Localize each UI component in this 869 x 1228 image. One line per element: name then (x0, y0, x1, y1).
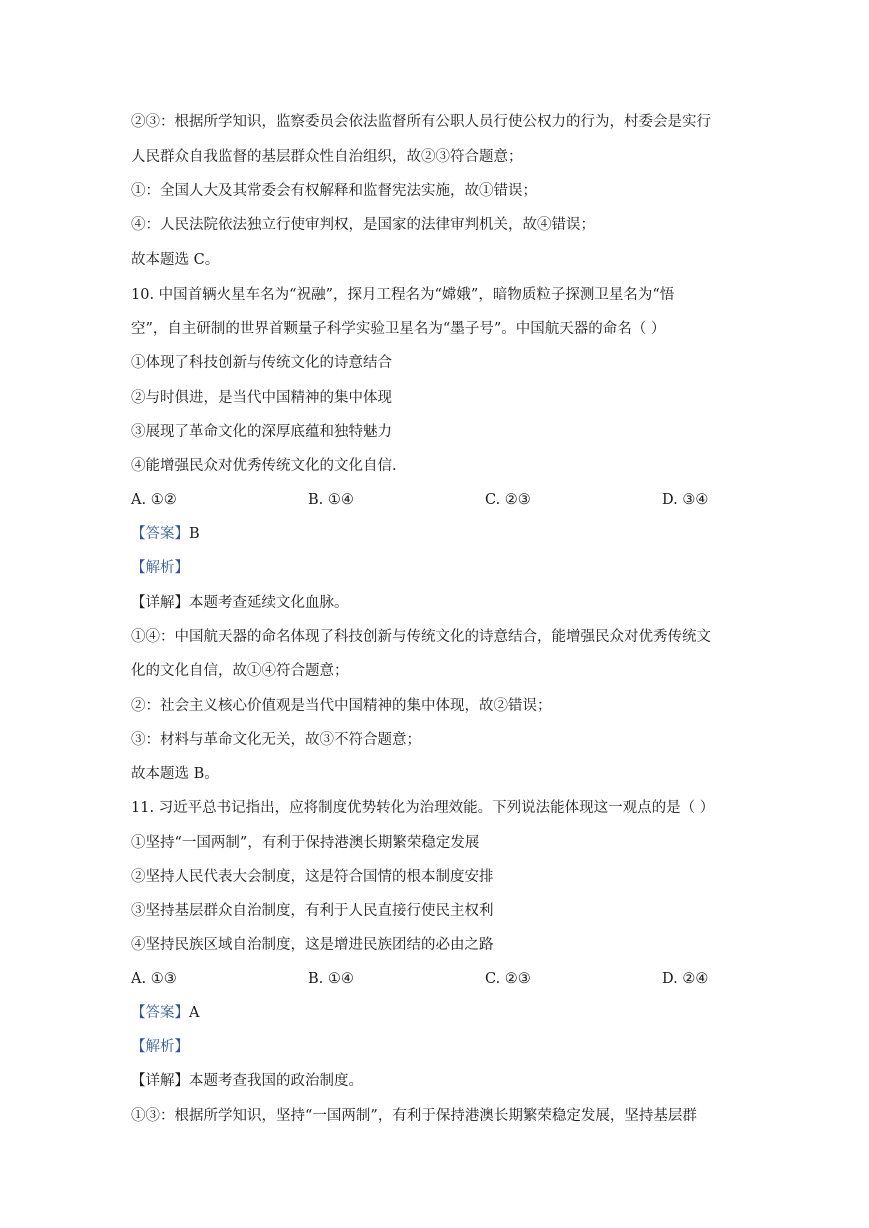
option-b: B. ①④ (308, 492, 354, 508)
explanation-line: ①③：根据所学知识，坚持“一国两制”，有利于保持港澳长期繁荣稳定发展，坚持基层群 (131, 1108, 697, 1124)
text-line: ①：全国人大及其常委会有权解释和监督宪法实施，故①错误； (131, 183, 537, 199)
option-c: C. ②③ (485, 971, 531, 987)
option-b: B. ①④ (308, 971, 354, 987)
answer-line (131, 1003, 751, 1023)
analysis-line (131, 1037, 751, 1057)
analysis-tag: 【解析】 (131, 1039, 189, 1055)
question-10-stem: 10. 中国首辆火星车名为“祝融”，探月工程名为“嫦娥”，暗物质粒子探测卫星名为“悟 (131, 287, 675, 303)
analysis-line (131, 558, 751, 578)
question-11-stem: 11. 习近平总书记指出，应将制度优势转化为治理效能。下列说法能体现这一观点的是（ ） (131, 800, 715, 816)
explanation-line: ①④：中国航天器的命名体现了科技创新与传统文化的诗意结合，能增强民众对优秀传统文 (131, 629, 711, 645)
answer-value: A (189, 1005, 200, 1021)
question-11-item: ④坚持民族区域自治制度，这是增进民族团结的必由之路 (131, 937, 494, 953)
explanation-line: 【详解】本题考查延续文化血脉。 (131, 595, 349, 611)
answer-tag: 【答案】 (131, 526, 189, 542)
question-10-item: ③展现了革命文化的深厚底蕴和独特魅力 (131, 424, 392, 440)
explanation-line: ③：材料与革命文化无关，故③不符合题意； (131, 732, 421, 748)
question-11-item: ③坚持基层群众自治制度，有利于人民直接行使民主权利 (131, 903, 494, 919)
text-line: ④：人民法院依法独立行使审判权，是国家的法律审判机关，故④错误； (131, 217, 595, 233)
answer-line (131, 524, 751, 544)
question-10-item: ②与时俱进，是当代中国精神的集中体现 (131, 390, 392, 406)
option-c: C. ②③ (485, 492, 531, 508)
answer-value: B (189, 526, 200, 542)
question-11-item: ②坚持人民代表大会制度，这是符合国情的根本制度安排 (131, 869, 494, 885)
question-10-stem: 空”，自主研制的世界首颗量子科学实验卫星名为“墨子号”。中国航天器的命名（ ） (131, 321, 666, 337)
option-a: A. ①② (131, 492, 177, 508)
option-d: D. ③④ (662, 492, 709, 508)
explanation-line: 【详解】本题考查我国的政治制度。 (131, 1073, 363, 1089)
explanation-line: 故本题选 B。 (131, 766, 219, 782)
question-11-item: ①坚持“一国两制”，有利于保持港澳长期繁荣稳定发展 (131, 835, 480, 851)
option-d: D. ②④ (662, 971, 709, 987)
answer-tag: 【答案】 (131, 1005, 189, 1021)
explanation-line: 化的文化自信，故①④符合题意； (131, 663, 349, 679)
question-10-item: ①体现了科技创新与传统文化的诗意结合 (131, 355, 392, 371)
analysis-tag: 【解析】 (131, 560, 189, 576)
text-line: 故本题选 C。 (131, 252, 220, 268)
explanation-line: ②：社会主义核心价值观是当代中国精神的集中体现，故②错误； (131, 698, 552, 714)
text-line: 人民群众自我监督的基层群众性自治组织，故②③符合题意； (131, 149, 523, 165)
text-line: ②③：根据所学知识，监察委员会依法监督所有公职人员行使公权力的行为，村委会是实行 (131, 114, 711, 130)
option-a: A. ①③ (131, 971, 177, 987)
question-10-item: ④能增强民众对优秀传统文化的文化自信. (131, 458, 397, 474)
